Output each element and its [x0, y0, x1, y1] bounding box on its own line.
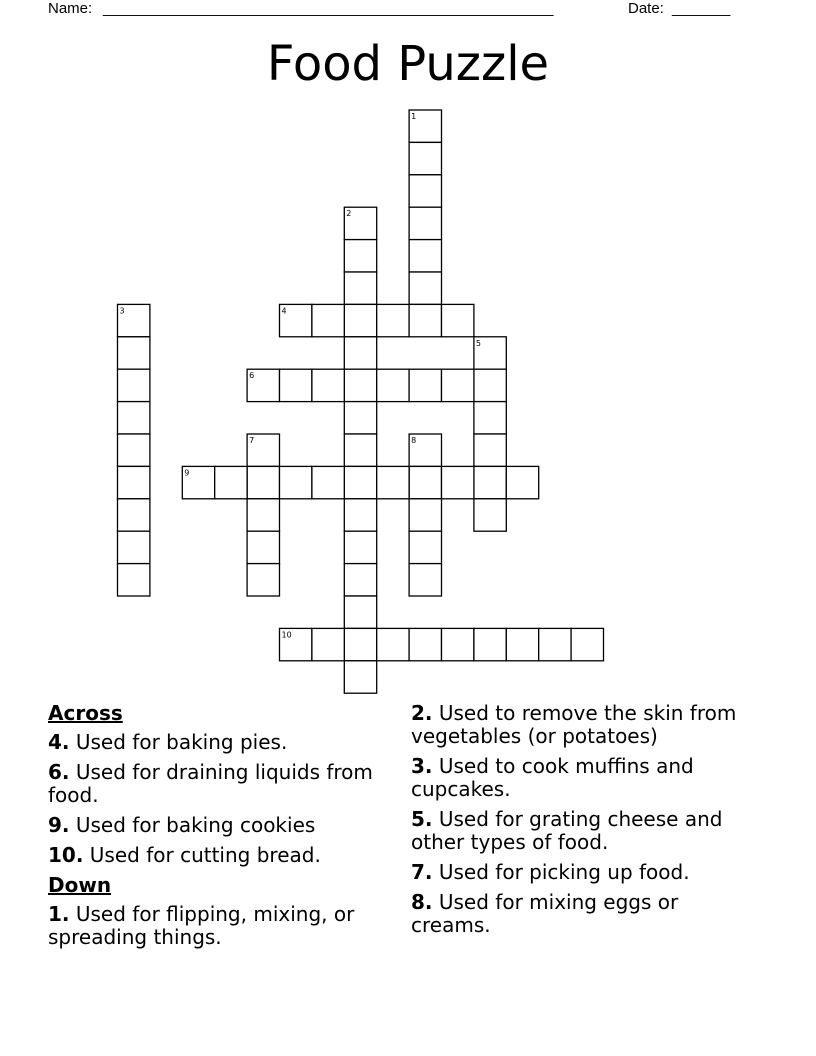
grid-cell[interactable] — [377, 304, 409, 336]
grid-cell[interactable] — [118, 466, 150, 498]
grid-cell[interactable] — [377, 628, 409, 660]
grid-cell[interactable] — [312, 304, 344, 336]
clue-number: 9. — [48, 813, 70, 837]
grid-cell[interactable] — [409, 240, 441, 272]
grid-cell[interactable] — [247, 466, 279, 498]
clue-number: 6. — [48, 760, 70, 784]
clue-number-label: 7 — [249, 436, 255, 445]
grid-cell[interactable] — [571, 628, 603, 660]
grid-cell[interactable] — [539, 628, 571, 660]
grid-cell[interactable] — [474, 628, 506, 660]
grid-cell[interactable] — [474, 499, 506, 531]
grid-cell[interactable] — [344, 402, 376, 434]
grid-cell[interactable] — [474, 402, 506, 434]
grid-cell[interactable] — [409, 499, 441, 531]
grid-cell[interactable] — [344, 337, 376, 369]
grid-cell[interactable] — [409, 531, 441, 563]
grid-cell[interactable] — [409, 369, 441, 401]
grid-cell[interactable] — [344, 628, 376, 660]
clue-across-10 — [48, 844, 378, 867]
grid-cell[interactable] — [409, 272, 441, 304]
clue-text: Used for baking cookies — [75, 813, 316, 837]
grid-cell[interactable] — [377, 369, 409, 401]
grid-cell[interactable] — [409, 466, 441, 498]
clue-down-8 — [411, 891, 756, 937]
grid-cell[interactable] — [442, 304, 474, 336]
grid-cell[interactable] — [344, 531, 376, 563]
clue-across-6 — [48, 761, 378, 807]
grid-cell[interactable] — [344, 596, 376, 628]
grid-cell[interactable] — [344, 499, 376, 531]
grid-cell[interactable] — [312, 369, 344, 401]
clue-down-5 — [411, 808, 756, 854]
grid-cell[interactable] — [247, 564, 279, 596]
clue-number: 8. — [411, 890, 433, 914]
grid-cell[interactable] — [215, 466, 247, 498]
grid-cell[interactable] — [344, 304, 376, 336]
clue-number-label: 3 — [119, 306, 125, 316]
clue-across-4 — [48, 731, 378, 754]
grid-cell[interactable] — [118, 499, 150, 531]
grid-cell[interactable] — [344, 661, 376, 693]
name-label: Name: — [48, 0, 93, 17]
across-heading: Across — [48, 701, 123, 725]
grid-cell[interactable] — [409, 175, 441, 207]
clue-number: 3. — [411, 754, 433, 778]
grid-cell[interactable] — [344, 434, 376, 466]
grid-cell[interactable] — [344, 240, 376, 272]
grid-cell[interactable] — [409, 142, 441, 174]
clue-number-label: 6 — [249, 371, 255, 381]
grid-cell[interactable] — [474, 466, 506, 498]
clue-number: 1. — [48, 902, 70, 926]
grid-cell[interactable] — [409, 564, 441, 596]
clue-number-label: 5 — [475, 338, 481, 348]
date-label: Date: — [628, 0, 664, 17]
clue-number-label: 9 — [184, 468, 190, 478]
grid-cell[interactable] — [344, 466, 376, 498]
clue-number: 4. — [48, 730, 70, 754]
grid-cell[interactable] — [474, 434, 506, 466]
clue-down-3 — [411, 755, 756, 801]
clue-text: Used for mixing eggs or creams. — [411, 890, 679, 937]
clue-down-2 — [411, 702, 756, 748]
clue-number-label: 8 — [411, 436, 417, 445]
grid-cell[interactable] — [377, 466, 409, 498]
clues-right-column — [411, 702, 756, 944]
grid-cell[interactable] — [442, 466, 474, 498]
date-blank[interactable]: _______ — [672, 0, 731, 17]
name-blank[interactable]: ______________________________________________________ — [103, 0, 554, 17]
grid-cell[interactable] — [247, 531, 279, 563]
grid-cell[interactable] — [409, 304, 441, 336]
clue-text: Used for cutting bread. — [89, 843, 321, 867]
grid-cell[interactable] — [474, 369, 506, 401]
clue-text: Used for flipping, mixing, or spreading things. — [48, 902, 355, 949]
clue-text: Used to cook muffins and cupcakes. — [411, 754, 694, 801]
grid-cell[interactable] — [247, 499, 279, 531]
grid-cell[interactable] — [409, 628, 441, 660]
clue-down-7 — [411, 861, 756, 884]
clue-number: 7. — [411, 860, 433, 884]
clue-number-label: 10 — [281, 630, 292, 640]
clue-number-label: 4 — [281, 306, 287, 316]
grid-cell[interactable] — [506, 628, 538, 660]
grid-cell[interactable] — [312, 466, 344, 498]
grid-cell[interactable] — [442, 628, 474, 660]
grid-cell[interactable] — [280, 466, 312, 498]
grid-cell[interactable] — [118, 564, 150, 596]
puzzle-title: Food Puzzle — [266, 36, 550, 92]
clue-text: Used to remove the skin from vegetables (or potatoes) — [411, 701, 737, 748]
clue-number: 5. — [411, 807, 433, 831]
clue-text: Used for baking pies. — [75, 730, 288, 754]
clue-number: 2. — [411, 701, 433, 725]
grid-cell[interactable] — [506, 466, 538, 498]
grid-cell[interactable] — [118, 434, 150, 466]
clue-number-label: 1 — [411, 112, 417, 121]
clue-number: 10. — [48, 843, 84, 867]
clue-across-9 — [48, 814, 378, 837]
grid-cell[interactable] — [344, 369, 376, 401]
grid-cell[interactable] — [118, 402, 150, 434]
grid-cell[interactable] — [118, 531, 150, 563]
grid-cell[interactable] — [344, 272, 376, 304]
clue-text: Used for grating cheese and other types of food. — [411, 807, 723, 854]
clue-text: Used for draining liquids from food. — [48, 760, 373, 807]
grid-cell[interactable] — [409, 207, 441, 239]
grid-cell[interactable] — [442, 369, 474, 401]
grid-cell[interactable] — [118, 337, 150, 369]
grid-cell[interactable] — [118, 369, 150, 401]
clues-left-column — [48, 702, 378, 956]
grid-cell[interactable] — [344, 564, 376, 596]
down-heading: Down — [48, 873, 112, 897]
grid-cell[interactable] — [280, 369, 312, 401]
clue-down-1 — [48, 903, 378, 949]
clue-text: Used for picking up food. — [438, 860, 690, 884]
grid-cell[interactable] — [312, 628, 344, 660]
clue-number-label: 2 — [346, 209, 352, 219]
